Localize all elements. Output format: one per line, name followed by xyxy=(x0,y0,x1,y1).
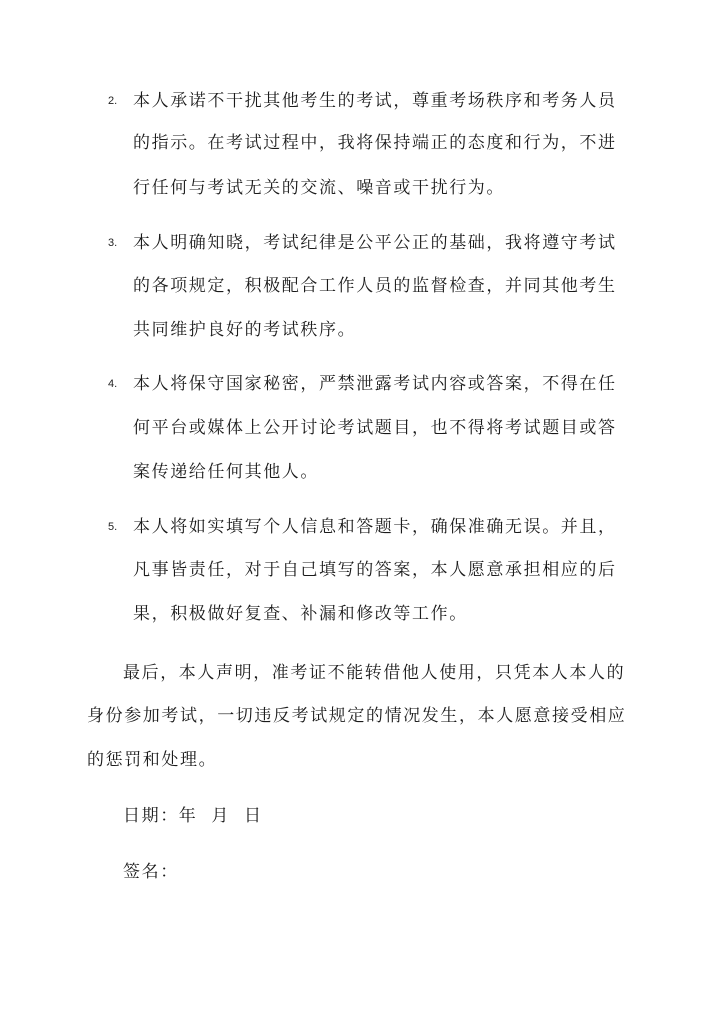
closing-text-line: 的惩罚和处理。 xyxy=(87,750,218,770)
closing-text-line: 最后，本人声明，准考证不能转借他人使用，只凭本人本人的 xyxy=(123,663,626,683)
closing-text-line: 身份参加考试，一切违反考试规定的情况发生，本人愿意接受相应 xyxy=(87,706,627,726)
item-text-line: 本人承诺不干扰其他考生的考试，尊重考场秩序和考务人员 xyxy=(133,91,617,111)
item-text-line: 果，积极做好复查、补漏和修改等工作。 xyxy=(133,604,468,624)
item-text-line: 行任何与考试无关的交流、噪音或干扰行为。 xyxy=(133,178,505,198)
item-text-line: 本人将如实填写个人信息和答题卡，确保准确无误。并且， xyxy=(133,517,617,537)
item-text-line: 本人明确知晓，考试纪律是公平公正的基础，我将遵守考试 xyxy=(133,233,617,253)
item-text-line: 凡事皆责任，对于自己填写的答案，本人愿意承担相应的后 xyxy=(133,560,617,580)
item-number: 2. xyxy=(108,95,118,107)
signature-line: 签名： xyxy=(123,862,179,882)
item-text-line: 本人将保守国家秘密，严禁泄露考试内容或答案，不得在任 xyxy=(133,374,617,394)
item-text-line: 共同维护良好的考试秩序。 xyxy=(133,320,357,340)
item-number: 5. xyxy=(108,521,118,533)
item-number: 4. xyxy=(108,378,118,390)
item-text-line: 何平台或媒体上公开讨论考试题目，也不得将考试题目或答 xyxy=(133,418,617,438)
item-text-line: 的各项规定，积极配合工作人员的监督检查，并同其他考生 xyxy=(133,276,617,296)
date-line: 日期：年 月 日 xyxy=(123,806,263,826)
item-number: 3. xyxy=(108,237,118,249)
item-text-line: 案传递给任何其他人。 xyxy=(133,462,319,482)
item-text-line: 的指示。在考试过程中，我将保持端正的态度和行为，不进 xyxy=(133,133,617,153)
